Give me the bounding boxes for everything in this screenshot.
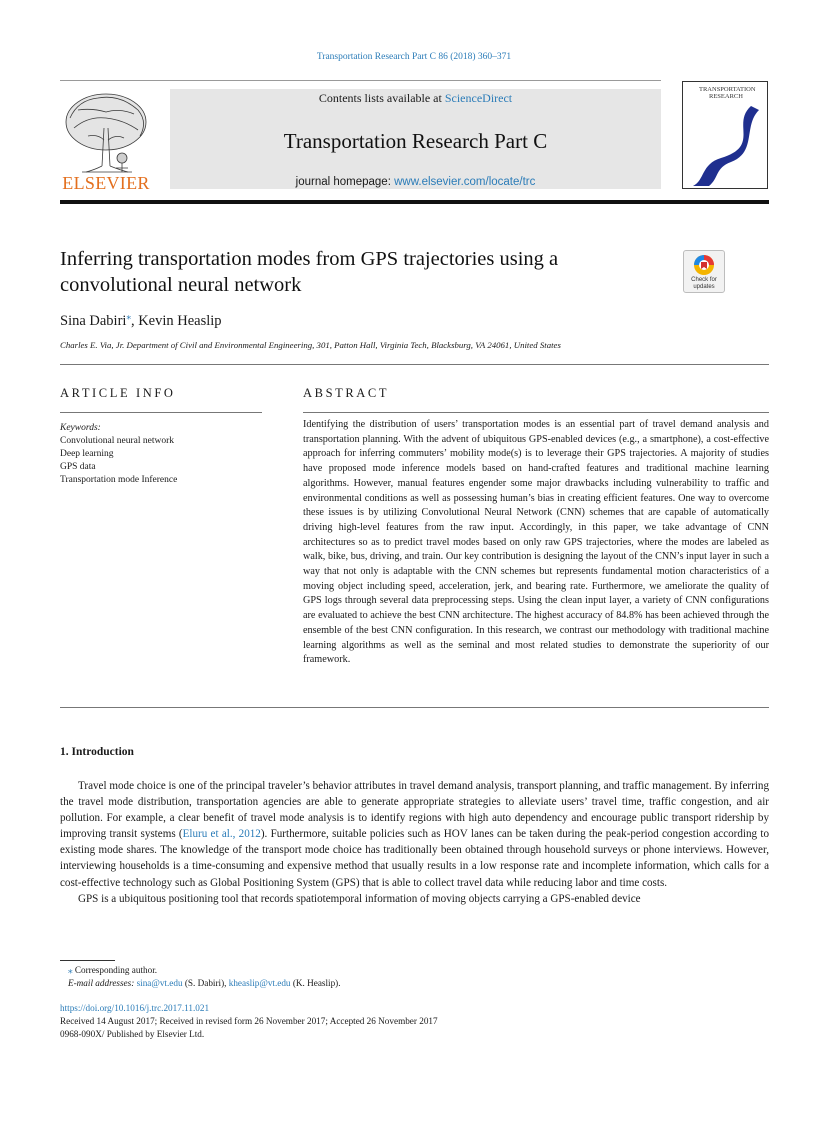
masthead-top-rule [60,80,661,81]
abstract-bottom-rule [60,707,769,708]
masthead-thick-rule [60,200,769,204]
author-1[interactable]: Sina Dabiri [60,312,127,329]
paper-title-line1: Inferring transportation modes from GPS trajectories using a [60,248,559,270]
corresponding-text: Corresponding author. [72,965,158,975]
paper-title-line2: convolutional neural network [60,274,302,296]
contents-prefix: Contents lists available at [318,91,445,105]
title-block-rule [60,364,769,365]
citation-link[interactable]: Eluru et al., 2012 [182,828,261,841]
keyword: Convolutional neural network [60,436,174,446]
abstract-heading: ABSTRACT [303,386,390,400]
cover-title-line1: TRANSPORTATION [699,86,756,93]
email-2-name: (K. Heaslip). [290,978,341,988]
cover-title-line2: RESEARCH [709,93,743,100]
introduction-heading: 1. Introduction [60,746,134,758]
introduction-body [60,778,769,907]
intro-p1-text: Travel mode choice is one of the principal traveler’s behavior attributes in travel demand analysis, transport planning, and traffic management. By inferring the travel mode distribution, transportation agencies are able to generate appropriate strategies to alleviate users’ travel time, traffic congestion, and air pollution. For example, a clear benefit of travel mode analysis is to identify regions with high auto dependency and encourage public transport ridership by improving transit systems ( [60,780,769,841]
sciencedirect-link[interactable]: ScienceDirect [444,91,513,105]
cover-title [699,86,756,100]
corresponding-author-mark[interactable]: ⁎ [126,311,131,321]
check-for-updates-badge[interactable] [683,250,725,293]
author-list [60,311,222,330]
corresponding-author-note [60,964,341,977]
running-head[interactable]: Transportation Research Part C 86 (2018) 360–371 [316,52,512,62]
cover-road-graphic [691,106,761,186]
homepage-link[interactable]: www.elsevier.com/locate/trc [394,176,536,188]
doi-link[interactable]: https://doi.org/10.1016/j.trc.2017.11.021 [60,1003,210,1013]
email-label: E-mail addresses: [68,978,137,988]
received-dates: Received 14 August 2017; Received in revised form 26 November 2017; Accepted 26 November 2017 [60,1016,438,1026]
crossmark-label: Check for updates [691,277,717,290]
intro-paragraph-2: GPS is a ubiquitous positioning tool that records spatiotemporal information of moving objects carrying a GPS-enabled device [78,892,641,905]
abstract-text: Identifying the distribution of users’ transportation modes is an essential part of travel demand analysis and transportation planning. With the advent of ubiquitous GPS-enabled devices (e.g., a smartphone), a cost-effective approach for inferring commuters’ mobility mode(s) is to leverage their GPS trajectories. A majority of studies have proposed mode inference models based on hand-crafted features and traditional machine learning algorithms. However, manual features engender some major drawbacks including vulnerability to traffic and environmental conditions as well as possessing human’s bias in creating efficient features. One way to overcome these issues is by utilizing Convolutional Neural Network (CNN) schemes that are capable of automatically driving high-level features from the raw input. Accordingly, in this paper, we take advantage of CNN architectures so as to predict travel modes based on only raw GPS trajectories, where the modes are labeled as walk, bike, bus, driving, and train. Our key contribution is designing the layout of the CNN’s input layer in such a way that not only is adaptable with the CNN schemes but represents fundamental motion characteristics of a moving object including speed, acceleration, jerk, and bearing rate. Furthermore, we ameliorate the quality of GPS logs through several data preprocessing steps. Using the clean input layer, a variety of CNN configurations are evaluated to achieve the best CNN architecture. The highest accuracy of 84.8% has been achieved through the ensemble of the best CNN configuration. In this research, we contrast our methodology with traditional machine learning algorithms as well as the seminal and most related studies to demonstrate the superiority of our framework. [303,419,769,666]
affiliation: Charles E. Via, Jr. Department of Civil and Environmental Engineering, 301, Patton Hall, Virginia Tech, Blacksburg, VA 24061, United States [60,340,561,350]
author-separator: , [130,312,139,329]
publication-info [60,1002,438,1041]
keywords-block [60,422,177,487]
footnotes [60,964,341,990]
homepage-line [170,176,661,188]
article-info-rule [60,412,262,413]
keywords-label: Keywords: [60,423,101,433]
footnote-mark: ⁎ [68,965,73,975]
elsevier-wordmark: ELSEVIER [62,173,150,193]
footnote-rule [60,960,115,961]
abstract-rule [303,412,769,413]
crossmark-icon [693,254,715,276]
email-1-name: (S. Dabiri), [182,978,229,988]
intro-p1-text-cont: ). Furthermore, suitable policies such as HOV lanes can be taken during the peak-period congestion according to existing mode shares. The knowledge of the transport mode choice has traditionally been obtained through household surveys or phone interviews. However, interviewing households is a time-consuming and expensive method that usually results in a low response rate and incomplete information, which calls for a cost-effective technology such as Global Positioning System (GPS) that is able to collect travel data while reducing labor and time costs. [60,828,769,889]
homepage-prefix: journal homepage: [295,176,395,188]
intro-paragraph-1 [60,778,769,891]
issn-line: 0968-090X/ Published by Elsevier Ltd. [60,1029,205,1039]
article-info-heading: ARTICLE INFO [60,386,176,400]
keyword: Transportation mode Inference [60,475,178,485]
author-2[interactable]: Kevin Heaslip [138,312,222,329]
email-link-2[interactable]: kheaslip@vt.edu [228,978,291,988]
paper-title [60,246,660,298]
journal-title: Transportation Research Part C [283,129,548,153]
email-note [60,977,341,990]
keyword: GPS data [60,462,96,472]
email-link-1[interactable]: sina@vt.edu [136,978,183,988]
contents-line [170,91,661,106]
keyword: Deep learning [60,449,114,459]
journal-cover-thumbnail[interactable] [682,81,768,189]
